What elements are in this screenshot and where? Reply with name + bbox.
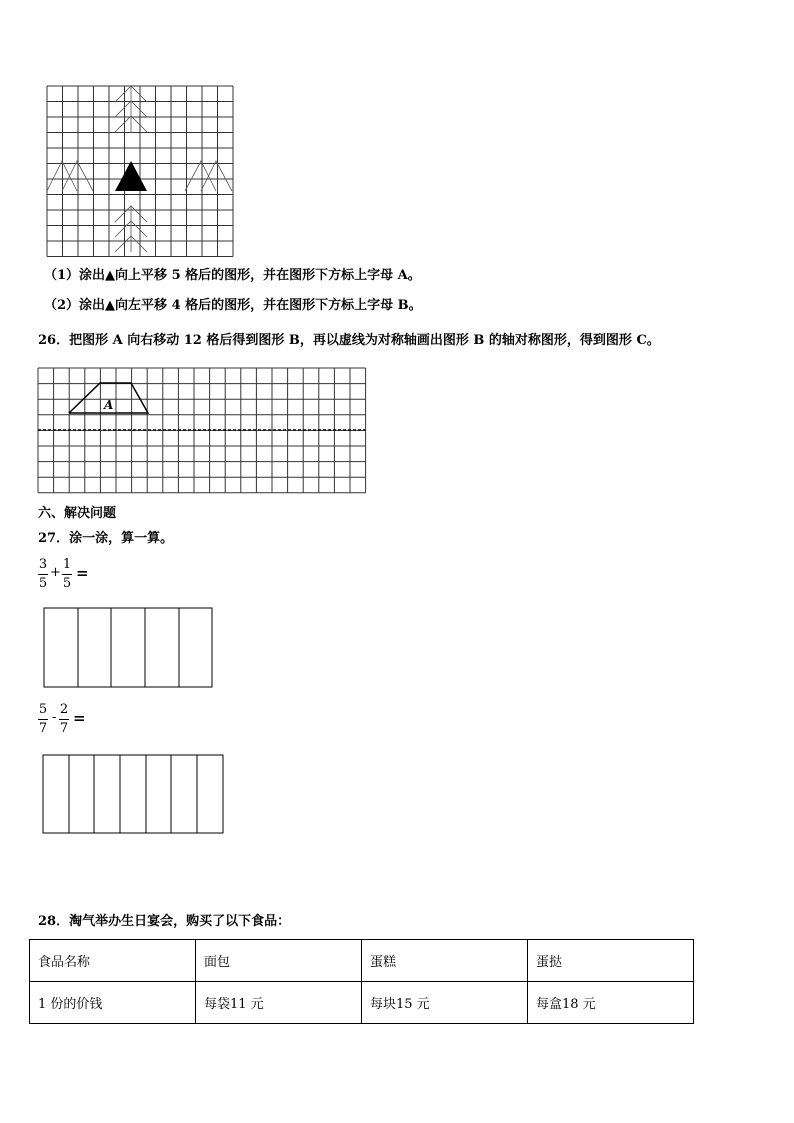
denominator: 5 — [38, 576, 48, 591]
table-cell: 每袋11 元 — [196, 982, 362, 1024]
equals-sign: = — [76, 564, 89, 582]
numerator: 5 — [38, 702, 48, 717]
section-six-title: 六、解决问题 — [38, 506, 117, 521]
denominator: 7 — [59, 721, 69, 736]
table-cell: 每盒18 元 — [528, 982, 694, 1024]
q28-question: 28．淘气举办生日宴会，购买了以下食品： — [38, 914, 291, 929]
trapezoid-label-a: A — [104, 398, 114, 412]
numerator: 3 — [38, 557, 48, 572]
food-price-table — [29, 939, 694, 1024]
table-cell: 蛋糕 — [362, 940, 528, 982]
table-row — [30, 982, 694, 1024]
table-cell: 面包 — [196, 940, 362, 982]
numerator: 2 — [59, 702, 69, 717]
table-cell: 每块15 元 — [362, 982, 528, 1024]
numerator: 1 — [62, 557, 72, 572]
q27-question: 27．涂一涂，算一算。 — [38, 531, 174, 546]
q26-question: 26．把图形 A 向右移动 12 格后得到图形 B，再以虚线为对称轴画出图形 B 的轴对称图形，得到图形 C。 — [38, 333, 660, 348]
table-header-row — [30, 940, 694, 982]
equals-sign: = — [73, 709, 86, 727]
denominator: 7 — [38, 721, 48, 736]
table-cell: 食品名称 — [30, 940, 196, 982]
minus-sign: - — [52, 710, 57, 725]
q25-instruction-2: （2）涂出▲向左平移 4 格后的图形，并在图形下方标上字母 B。 — [44, 298, 422, 313]
q25-instruction-1: （1）涂出▲向上平移 5 格后的图形，并在图形下方标上字母 A。 — [44, 268, 421, 283]
table-cell: 1 份的价钱 — [30, 982, 196, 1024]
table-cell: 蛋挞 — [528, 940, 694, 982]
plus-sign: + — [50, 565, 61, 580]
denominator: 5 — [62, 576, 72, 591]
